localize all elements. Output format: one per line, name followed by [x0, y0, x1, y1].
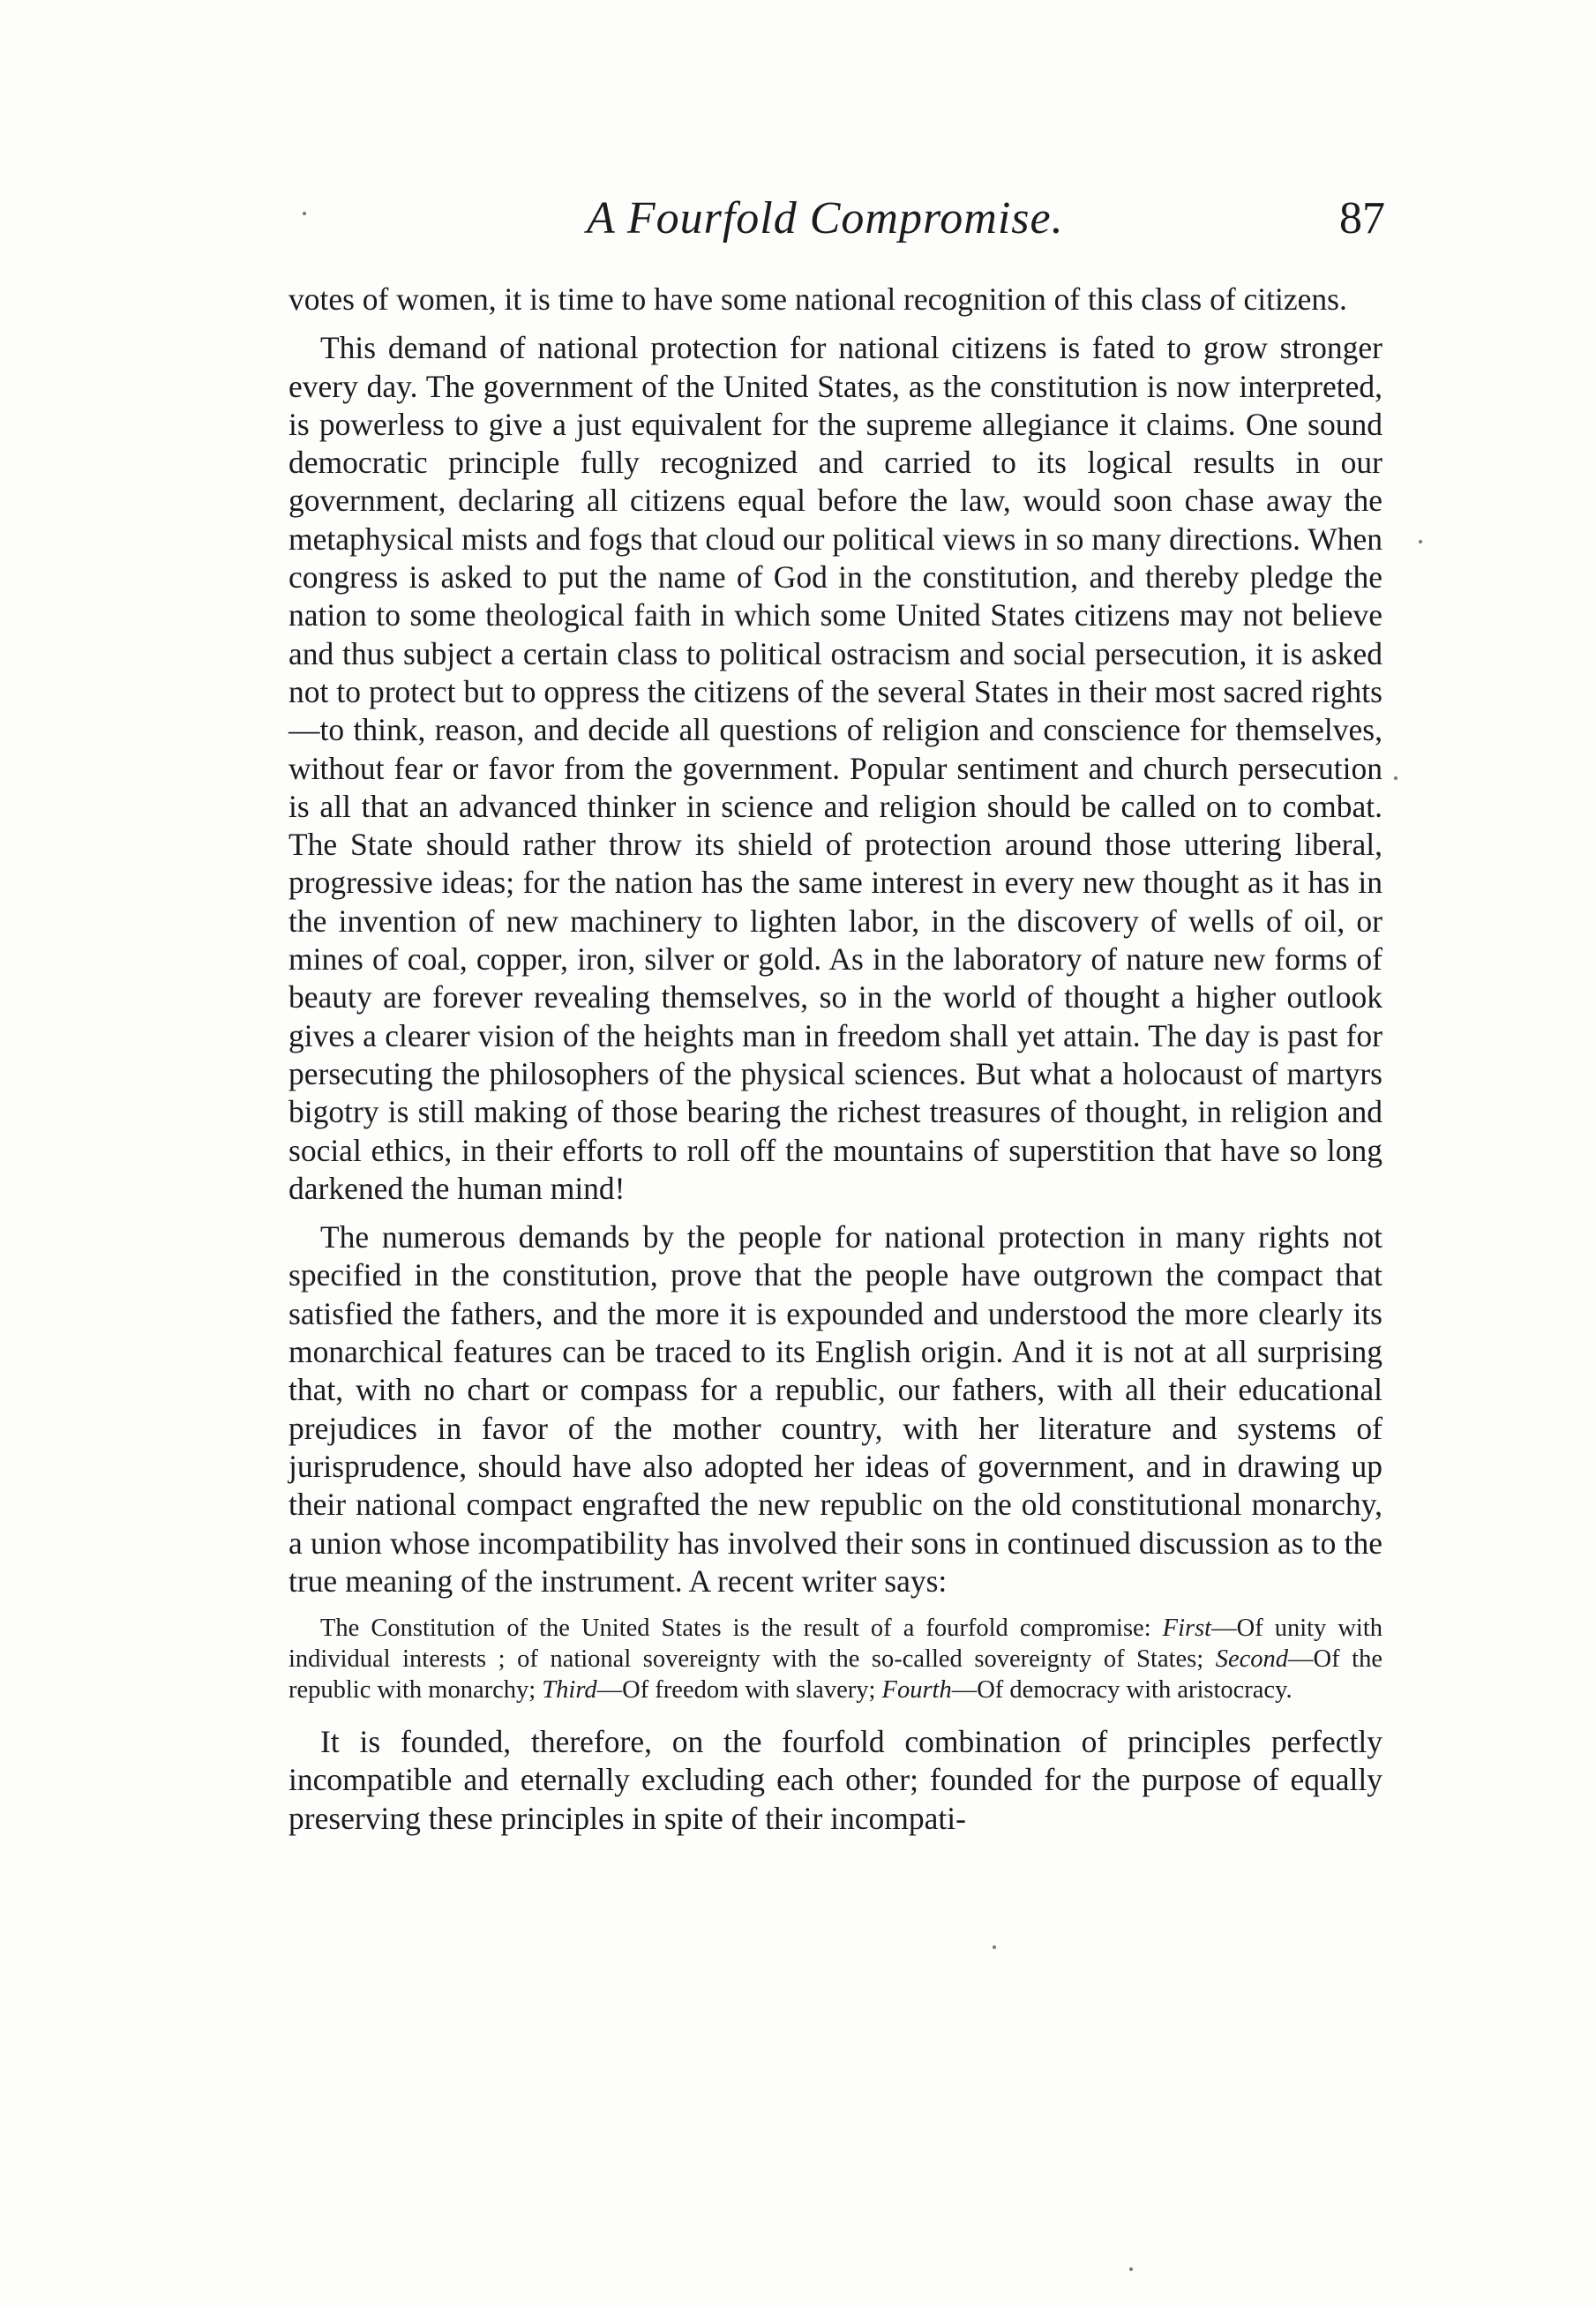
- paragraph-3: The numerous demands by the people for national protection in many rights not specified in the constitution, prove that the people have outgrown the compact that satisfied the fathers, and the more it is expounded and understood the more clearly its monarchical features can be traced to its English origin. And it is not at all surprising that, with no chart or compass for a republic, our fathers, with all their educational prejudices in favor of the mother country, with her literature and systems of jurisprudence, should have also adopted her ideas of government, and in drawing up their national compact engrafted the new republic on the old constitutional monarchy, a union whose incompatibility has involved their sons in continued discussion as to the true meaning of the instrument. A recent writer says:: [288, 1219, 1382, 1599]
- running-title: A Fourfold Compromise.: [587, 193, 1064, 244]
- body-text: [288, 281, 1382, 1848]
- block-quote: [288, 1613, 1382, 1705]
- quote-first-text: —Of unity with individual interests ; of national sovereignty with the so-called sovereignty of States;: [288, 1615, 1383, 1674]
- quote-third-text: —Of freedom with slavery;: [596, 1676, 876, 1705]
- quote-fourth-text: —Of democracy with aristocracy.: [951, 1676, 1293, 1705]
- paper-speck: [303, 212, 306, 215]
- closing-paragraph: It is founded, therefore, on the fourfold combination of principles perfectly incompatible and eternally excluding each other; founded for the purpose of equally preserving these principles in spite of their incompati-: [288, 1724, 1382, 1836]
- paragraph-2: This demand of national protection for national citizens is fated to grow stronger every day. The government of the United States, as the constitution is now interpreted, is powerless to give a just equivalent for the supreme allegiance it claims. One sound democratic principle fully recognized and carried to its logical results in our government, declaring all citizens equal before the law, would soon chase away the metaphysical mists and fogs that cloud our political views in so many directions. When congress is asked to put the name of God in the constitution, and thereby pledge the nation to some theological faith in which some United States citizens may not believe and thus subject a certain class to political ostracism and social persecution, it is asked not to protect but to oppress the citizens of the several States in their most sacred rights—to think, reason, and decide all questions of religion and conscience for themselves, without fear or favor from the government. Popular sentiment and church persecution is all that an advanced thinker in science and religion should be called on to combat. The State should rather throw its shield of protection around those uttering liberal, progressive ideas; for the nation has the same interest in every new thought as it has in the invention of new machinery to lighten labor, in the discovery of wells of oil, or mines of coal, copper, iron, silver or gold. As in the laboratory of nature new forms of beauty are forever revealing themselves, so in the world of thought a higher outlook gives a clearer vision of the heights man in freedom shall yet attain. The day is past for persecuting the philosophers of the physical sciences. But what a holocaust of martyrs bigotry is still making of those bearing the richest treasures of thought, in religion and social ethics, in their efforts to roll off the mountains of superstition that have so long darkened the human mind!: [288, 330, 1382, 1206]
- paper-speck: [993, 1945, 996, 1949]
- quote-fourth-label: Fourth: [881, 1676, 952, 1705]
- quote-second-label: Second: [1215, 1645, 1289, 1674]
- page-number: 87: [1339, 193, 1385, 244]
- paragraph-1: votes of women, it is time to have some national recognition of this class of citizens.: [288, 281, 1347, 317]
- quote-third-label: Third: [542, 1676, 597, 1705]
- quote-second-text: —Of the republic with monarchy;: [288, 1645, 1382, 1705]
- quote-intro: The Constitution of the United States is the result of a fourfold compromise:: [320, 1615, 1151, 1643]
- paper-speck: [1129, 2267, 1133, 2271]
- paper-speck: [1419, 540, 1422, 543]
- quote-first-label: First: [1162, 1615, 1212, 1643]
- paper-speck: [1394, 776, 1397, 780]
- running-head: [282, 192, 1385, 254]
